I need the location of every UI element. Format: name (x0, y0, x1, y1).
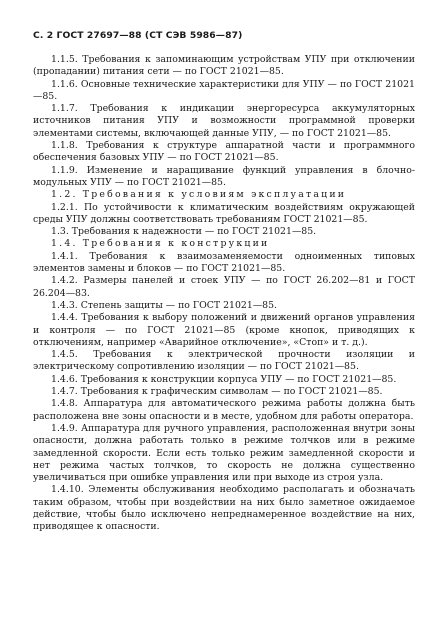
paragraph-1-4-10: 1.4.10. Элементы обслуживания необходимо располагать и обозначать таким образом, чтобы при воздействии на них было заметное ожидаемое действие, чтобы было исключено непреднамеренное воздействие на них, приводящее к опасности. (33, 484, 415, 533)
paragraph-1-3: 1.3. Требования к надежности — по ГОСТ 21021—85. (51, 226, 317, 238)
paragraph-1-1-8: 1.1.8. Требования к структуре аппаратной части и программного обеспечения базовых УПУ — по ГОСТ 21021—85. (33, 140, 415, 164)
section-heading-1-2: 1.2. Требования к условиям эксплуатации (51, 189, 347, 201)
paragraph-1-1-9: 1.1.9. Изменение и наращивание функций управления в блочно-модульных УПУ — по ГОСТ 21021—85. (33, 164, 415, 188)
paragraph-1-1-5: 1.1.5. Требования к запоминающим устройствам УПУ при отключении (пропадании) питания сети — по ГОСТ 21021—85. (33, 54, 415, 78)
paragraph-1-1-7: 1.1.7. Требования к индикации энергоресурса аккумуляторных источников питания УПУ и возможности программной проверки элементами системы, включающей данные УПУ, — по ГОСТ 21021—85. (33, 103, 415, 139)
paragraph-1-4-1: 1.4.1. Требования к взаимозаменяемости одноименных типовых элементов замены и блоков — по ГОСТ 21021—85. (33, 250, 415, 275)
paragraph-1-4-2: 1.4.2. Размеры панелей и стоек УПУ — по ГОСТ 26.202—81 и ГОСТ 26.204—83. (33, 275, 415, 299)
paragraph-1-4-8: 1.4.8. Аппаратура для автоматического режима работы должна быть расположена вне зоны опасности и в месте, удобном для работы оператора. (33, 398, 415, 422)
paragraph-1-4-9: 1.4.9. Аппаратура для ручного управления, расположенная внутри зоны опасности, должна работать только в режиме толчков или в режиме замедленной скорости. Если есть только режим замедленной скорости и нет режима частых толчков, то скорость не должна существенно увеличиваться при ошибке управления или при выходе из строя узла. (33, 422, 415, 484)
paragraph-1-4-3: 1.4.3. Степень защиты — по ГОСТ 21021—85. (51, 299, 278, 311)
paragraph-1-2-1: 1.2.1. По устойчивости к климатическим воздействиям окружающей среды УПУ должны соответствовать требованиям ГОСТ 21021—85. (33, 201, 415, 225)
paragraph-1-4-7: 1.4.7. Требования к графическим символам — по ГОСТ 21021—85. (51, 386, 383, 398)
paragraph-1-1-6: 1.1.6. Основные технические характеристики для УПУ — по ГОСТ 21021—85. (33, 78, 415, 102)
paragraph-1-4-4: 1.4.4. Требования к выбору положений и движений органов управления и контроля — по ГОСТ 21021—85 (кроме кнопок, приводящих к отключениям, например «Аварийное отключение», «Стоп» и т. д.). (33, 312, 415, 348)
document-body (33, 54, 415, 534)
paragraph-1-4-5: 1.4.5. Требования к электрической прочности изоляции и электрическому сопротивлению изоляции — по ГОСТ 21021—85. (33, 349, 415, 373)
page-header: С. 2 ГОСТ 27697—88 (СТ СЭВ 5986—87) (33, 30, 243, 41)
paragraph-1-4-6: 1.4.6. Требования к конструкции корпуса УПУ — по ГОСТ 21021—85. (51, 373, 397, 385)
section-heading-1-4: 1.4. Требования к конструкции (51, 238, 270, 250)
